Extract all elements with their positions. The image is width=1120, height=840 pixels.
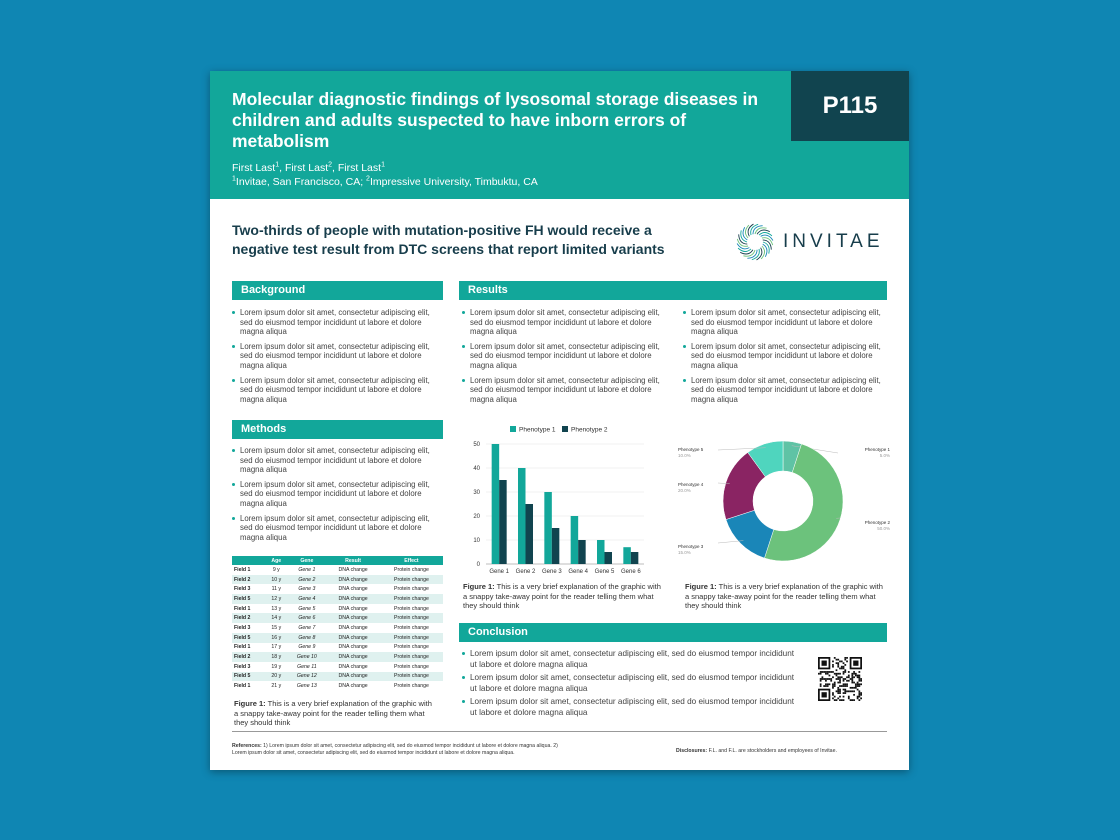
bar	[544, 492, 552, 564]
table-header-row	[232, 556, 443, 565]
table-cell: Field 5	[232, 594, 265, 604]
table-cell: Protein change	[394, 683, 429, 690]
table-cell: 19 y	[271, 663, 282, 670]
table-cell: 9 y	[272, 566, 280, 573]
legend-label: Phenotype 1	[519, 426, 556, 434]
disclosures-label: Disclosures:	[676, 748, 708, 754]
bar-chart-caption-label: Figure 1:	[463, 582, 495, 591]
conclusion-bullet: Lorem ipsum dolor sit amet, consectetur adipiscing elit, sed do eiusmod tempor incididunt ut labore et dolore magna aliqua	[462, 697, 802, 718]
table-column-header: Gene	[287, 556, 326, 565]
table-cell: Protein change	[380, 633, 443, 643]
table-cell: 18 y	[265, 652, 287, 662]
methods-bullets	[232, 446, 442, 547]
table-cell: Field 3	[234, 586, 251, 593]
table-cell: Gene 4	[287, 594, 326, 604]
background-bullet: Lorem ipsum dolor sit amet, consectetur adipiscing elit, sed do eiusmod tempor incididunt ut labore et dolore magna aliqua	[232, 308, 442, 337]
table-cell: 17 y	[271, 644, 282, 651]
results-bullets-right	[683, 308, 888, 409]
methods-bullet: Lorem ipsum dolor sit amet, consectetur adipiscing elit, sed do eiusmod tempor incididunt ut labore et dolore magna aliqua	[232, 446, 442, 475]
table-cell: Protein change	[394, 586, 429, 593]
table-cell: Field 2	[232, 652, 265, 662]
table-row	[232, 623, 443, 633]
legend-label: Phenotype 2	[571, 426, 608, 434]
background-bullets	[232, 308, 442, 409]
affiliation-text: Impressive University, Timbuktu, CA	[369, 176, 538, 188]
table-cell: Protein change	[380, 672, 443, 682]
y-tick-label: 20	[473, 514, 480, 520]
table-cell: Field 5	[232, 672, 265, 682]
table-cell: Field 1	[234, 644, 251, 651]
poster-title: Molecular diagnostic findings of lysosomal storage diseases in children and adults suspected to have inborn errors of metabolism	[232, 89, 759, 151]
donut-chart-caption	[685, 582, 885, 611]
bar	[631, 552, 639, 564]
references-text: 1) Lorem ipsum dolor sit amet, consectetur adipiscing elit, sed do eiusmod tempor incididunt ut labore et dolore magna aliqua. 2) Lorem ipsum dolor sit amet, consectetur adipiscing elit, sed do eiusmod tempor incididunt ut labore et dolore magna aliqua.	[232, 743, 558, 756]
table-cell: Field 3	[234, 624, 251, 631]
table-cell: Field 2	[232, 575, 265, 585]
slice-value: 20.0%	[678, 488, 691, 493]
table-cell: Gene 2	[287, 575, 326, 585]
table-cell: DNA change	[326, 594, 380, 604]
slice-value: 10.0%	[678, 453, 691, 458]
bar-chart-caption-text: This is a very brief explanation of the graphic with a snappy take-away point for the reader telling them what they should think	[463, 582, 661, 611]
footer-divider	[232, 731, 887, 732]
results-heading: Results	[459, 281, 887, 300]
table-row	[232, 672, 443, 682]
table-cell: 14 y	[265, 613, 287, 623]
table-cell: Protein change	[394, 566, 429, 573]
poster-code-badge: P115	[791, 71, 909, 141]
table-cell: Gene 13	[296, 683, 317, 690]
table-cell: Protein change	[394, 663, 429, 670]
table-cell: 21 y	[271, 683, 282, 690]
y-tick-label: 10	[473, 538, 480, 544]
y-tick-label: 0	[476, 562, 480, 568]
bar	[605, 552, 613, 564]
table-column-header: Result	[326, 556, 380, 565]
donut-chart-caption-text: This is a very brief explanation of the graphic with a snappy take-away point for the reader telling them what they should think	[685, 582, 883, 611]
table-cell: 11 y	[271, 586, 281, 593]
key-finding-headline: Two-thirds of people with mutation-positive FH would receive a negative test result from DTC screens that report limited variants	[232, 222, 665, 257]
bar	[597, 540, 605, 564]
table-cell: DNA change	[326, 613, 380, 623]
slice-value: 15.0%	[678, 550, 691, 555]
legend-swatch	[562, 426, 568, 432]
table-cell: 16 y	[265, 633, 287, 643]
table-cell: Field 1	[234, 566, 251, 573]
table-cell: Protein change	[380, 575, 443, 585]
table-cell: Gene 10	[287, 652, 326, 662]
table-cell: Gene 5	[298, 605, 316, 612]
conclusion-bullet: Lorem ipsum dolor sit amet, consectetur adipiscing elit, sed do eiusmod tempor incididunt ut labore et dolore magna aliqua	[462, 673, 802, 694]
author-superscript: 1	[275, 161, 280, 169]
slice-label: Phenotype 1	[864, 447, 890, 452]
results-bullets-left	[462, 308, 667, 409]
table-body	[232, 565, 443, 691]
disclosures	[676, 748, 837, 754]
table-caption-label: Figure 1:	[234, 699, 266, 708]
table-row	[232, 652, 443, 662]
table-cell: Field 1	[234, 683, 251, 690]
table-cell: Gene 1	[298, 566, 316, 573]
x-tick-label: Gene 1	[489, 569, 510, 575]
table-cell: Gene 8	[287, 633, 326, 643]
table-cell: 13 y	[271, 605, 282, 612]
table-column-header: Age	[265, 556, 287, 565]
table-cell: Protein change	[380, 594, 443, 604]
methods-bullet: Lorem ipsum dolor sit amet, consectetur adipiscing elit, sed do eiusmod tempor incididunt ut labore et dolore magna aliqua	[232, 514, 442, 543]
slice-label: Phenotype 5	[678, 447, 704, 452]
table-cell: DNA change	[338, 586, 368, 593]
y-tick-label: 30	[473, 490, 480, 496]
table-cell: 20 y	[265, 672, 287, 682]
table-column-header: Effect	[380, 556, 443, 565]
background-heading: Background	[232, 281, 443, 300]
table-row	[232, 613, 443, 623]
table-cell: Field 2	[232, 613, 265, 623]
bar	[552, 528, 560, 564]
author-name: First Last	[337, 162, 382, 174]
table-cell: Gene 7	[298, 624, 316, 631]
background-bullet: Lorem ipsum dolor sit amet, consectetur adipiscing elit, sed do eiusmod tempor incididunt ut labore et dolore magna aliqua	[232, 376, 442, 405]
bar	[518, 468, 526, 564]
y-tick-label: 50	[473, 442, 480, 448]
conclusion-bullets	[462, 649, 802, 721]
conclusion-bullet: Lorem ipsum dolor sit amet, consectetur adipiscing elit, sed do eiusmod tempor incididunt ut labore et dolore magna aliqua	[462, 649, 802, 670]
bar	[623, 547, 631, 564]
table-row	[232, 594, 443, 604]
table-row	[232, 604, 443, 614]
methods-bullet: Lorem ipsum dolor sit amet, consectetur adipiscing elit, sed do eiusmod tempor incididunt ut labore et dolore magna aliqua	[232, 480, 442, 509]
x-tick-label: Gene 3	[541, 569, 562, 575]
author-superscript: 2	[328, 161, 333, 169]
table-caption-text: This is a very brief explanation of the graphic with a snappy take-away point for the reader telling them what they should think	[234, 699, 432, 728]
table-cell: Protein change	[394, 605, 429, 612]
author-line	[232, 161, 538, 175]
invitae-logo	[735, 219, 895, 265]
table-cell: 15 y	[271, 624, 282, 631]
methods-heading: Methods	[232, 420, 443, 439]
table-cell: DNA change	[338, 644, 368, 651]
table-cell: Field 1	[234, 605, 251, 612]
table-cell: Field 5	[232, 633, 265, 643]
table-cell: Protein change	[380, 613, 443, 623]
patient-table	[232, 556, 443, 691]
table-cell: DNA change	[338, 624, 368, 631]
donut-chart	[678, 436, 890, 566]
bar	[526, 504, 534, 564]
results-bullet: Lorem ipsum dolor sit amet, consectetur adipiscing elit, sed do eiusmod tempor incididunt ut labore et dolore magna aliqua	[462, 308, 667, 337]
table-cell: 10 y	[265, 575, 287, 585]
table-cell: Gene 12	[287, 672, 326, 682]
slice-value: 5.0%	[879, 453, 890, 458]
slice-label: Phenotype 3	[678, 544, 704, 549]
slice-label: Phenotype 2	[864, 520, 890, 525]
table-caption	[234, 699, 434, 728]
results-bullet: Lorem ipsum dolor sit amet, consectetur adipiscing elit, sed do eiusmod tempor incididunt ut labore et dolore magna aliqua	[683, 308, 888, 337]
table-cell: Gene 11	[297, 663, 317, 670]
table-cell: Protein change	[394, 644, 429, 651]
slice-value: 50.0%	[877, 526, 890, 531]
logo-wordmark: INVITAE	[783, 231, 884, 252]
results-bullet: Lorem ipsum dolor sit amet, consectetur adipiscing elit, sed do eiusmod tempor incididunt ut labore et dolore magna aliqua	[462, 342, 667, 371]
table-row	[232, 565, 443, 575]
bar-chart	[452, 421, 652, 581]
affiliation-line	[232, 175, 538, 189]
author-name: First Last	[232, 162, 276, 174]
table-cell: DNA change	[338, 605, 368, 612]
table-column-header	[232, 556, 265, 565]
affiliation-text: Invitae, San Francisco, CA;	[235, 176, 367, 188]
results-bullet: Lorem ipsum dolor sit amet, consectetur adipiscing elit, sed do eiusmod tempor incididunt ut labore et dolore magna aliqua	[683, 342, 888, 371]
table-cell: Protein change	[394, 624, 429, 631]
poster	[210, 71, 909, 770]
qr-code-icon[interactable]	[818, 657, 862, 701]
affiliation-superscript: 1	[232, 175, 236, 183]
table-cell: Gene 6	[287, 613, 326, 623]
spiral-logo-icon	[735, 222, 775, 262]
table-cell: Field 3	[234, 663, 251, 670]
bar	[492, 444, 500, 564]
poster-header	[210, 71, 909, 199]
y-tick-label: 40	[473, 466, 480, 472]
table-row	[232, 662, 443, 672]
table-cell: Gene 9	[298, 644, 316, 651]
author-separator: ,	[279, 162, 285, 174]
references-label: References:	[232, 743, 262, 749]
results-bullet: Lorem ipsum dolor sit amet, consectetur adipiscing elit, sed do eiusmod tempor incididunt ut labore et dolore magna aliqua	[462, 376, 667, 405]
slice-label: Phenotype 4	[678, 482, 704, 487]
table-cell: DNA change	[326, 633, 380, 643]
table-cell: Gene 3	[298, 586, 316, 593]
bar	[571, 516, 579, 564]
x-tick-label: Gene 5	[594, 569, 615, 575]
conclusion-heading: Conclusion	[459, 623, 887, 642]
table-cell: DNA change	[326, 672, 380, 682]
table-cell: DNA change	[326, 652, 380, 662]
author-block	[232, 161, 538, 189]
x-tick-label: Gene 2	[515, 569, 536, 575]
table-cell: DNA change	[338, 663, 368, 670]
table-row	[232, 681, 443, 691]
disclosures-text: F.L. and F.L. are stockholders and employees of Invitae.	[707, 748, 837, 754]
legend-swatch	[510, 426, 516, 432]
table-row	[232, 633, 443, 643]
author-name: First Last	[284, 162, 329, 174]
table-row	[232, 643, 443, 653]
author-superscript: 1	[381, 161, 385, 169]
table-cell: 12 y	[265, 594, 287, 604]
table-row	[232, 575, 443, 585]
donut-chart-caption-label: Figure 1:	[685, 582, 717, 591]
table-cell: DNA change	[326, 575, 380, 585]
table-cell: DNA change	[338, 683, 368, 690]
results-bullet: Lorem ipsum dolor sit amet, consectetur adipiscing elit, sed do eiusmod tempor incididunt ut labore et dolore magna aliqua	[683, 376, 888, 405]
background-bullet: Lorem ipsum dolor sit amet, consectetur adipiscing elit, sed do eiusmod tempor incididunt ut labore et dolore magna aliqua	[232, 342, 442, 371]
bar-chart-caption	[463, 582, 663, 611]
bar	[578, 540, 585, 564]
table-row	[232, 584, 443, 594]
x-tick-label: Gene 6	[620, 569, 641, 575]
affiliation-superscript: 2	[366, 175, 370, 183]
author-separator: ,	[332, 162, 338, 174]
table-cell: Protein change	[380, 652, 443, 662]
references	[232, 743, 562, 757]
table-cell: DNA change	[338, 566, 368, 573]
x-tick-label: Gene 4	[568, 569, 589, 575]
bar	[499, 480, 507, 564]
